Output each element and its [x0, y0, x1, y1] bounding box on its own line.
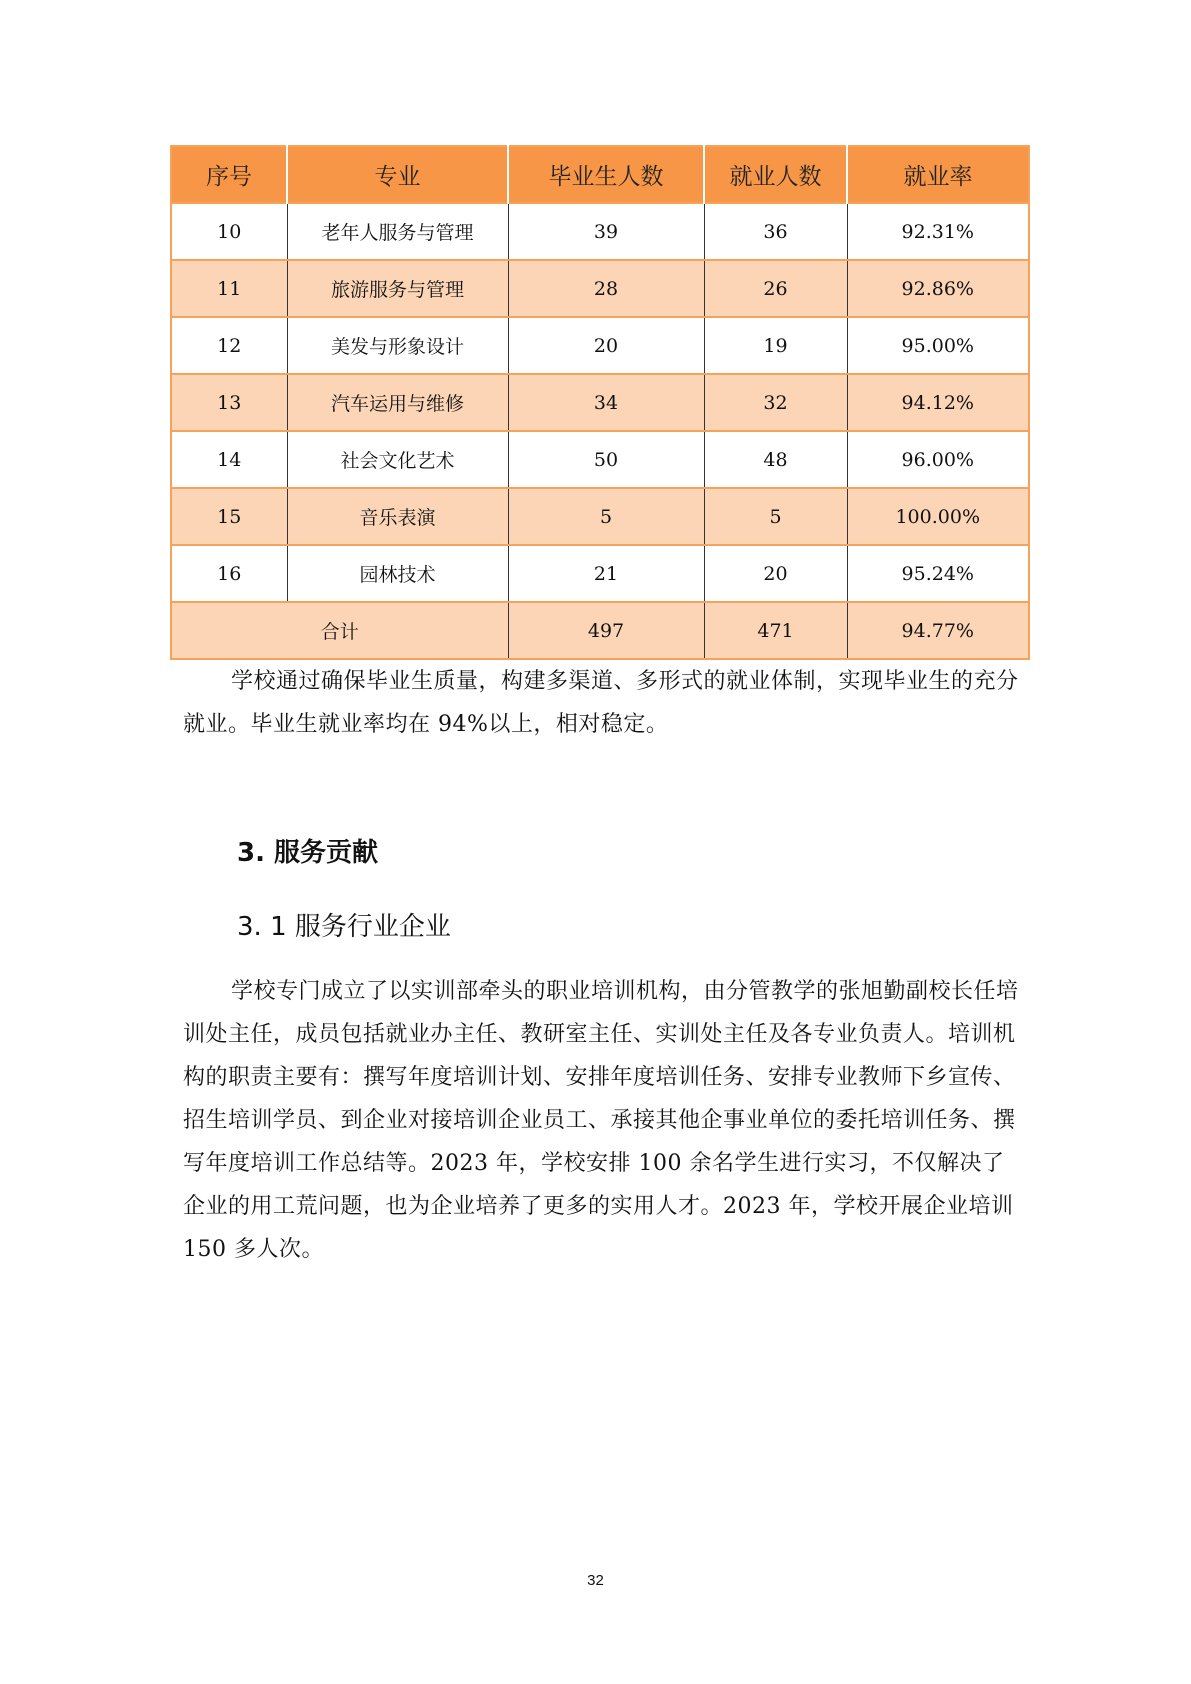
cell-employed: 36: [704, 203, 847, 260]
cell-graduates: 21: [508, 545, 704, 602]
table-row: [171, 545, 1029, 602]
cell-index: 11: [171, 260, 287, 317]
cell-rate: 95.00%: [847, 317, 1029, 374]
cell-graduates: 5: [508, 488, 704, 545]
employment-table: [170, 145, 1030, 660]
section-heading: 3. 服务贡献: [237, 838, 379, 868]
employment-summary-paragraph: 学校通过确保毕业生质量，构建多渠道、多形式的就业体制，实现毕业生的充分就业。毕业生就业率均在 94%以上，相对稳定。: [183, 669, 1019, 737]
page-number: 32: [587, 1572, 604, 1589]
table-row: [171, 431, 1029, 488]
total-graduates: 497: [508, 602, 704, 659]
cell-graduates: 20: [508, 317, 704, 374]
header-index: 序号: [171, 146, 287, 203]
cell-major: 旅游服务与管理: [287, 260, 508, 317]
cell-employed: 48: [704, 431, 847, 488]
cell-rate: 95.24%: [847, 545, 1029, 602]
header-major: 专业: [287, 146, 508, 203]
cell-rate: 100.00%: [847, 488, 1029, 545]
subsection-heading: 3. 1 服务行业企业: [237, 912, 451, 942]
employment-table-container: [170, 145, 1028, 660]
header-employed: 就业人数: [704, 146, 847, 203]
table-row: [171, 260, 1029, 317]
cell-employed: 5: [704, 488, 847, 545]
cell-graduates: 39: [508, 203, 704, 260]
cell-index: 14: [171, 431, 287, 488]
table-row: [171, 203, 1029, 260]
cell-employed: 20: [704, 545, 847, 602]
cell-index: 13: [171, 374, 287, 431]
cell-employed: 26: [704, 260, 847, 317]
total-label: 合计: [171, 602, 508, 659]
table-row: [171, 317, 1029, 374]
total-employed: 471: [704, 602, 847, 659]
cell-employed: 19: [704, 317, 847, 374]
cell-rate: 92.86%: [847, 260, 1029, 317]
cell-major: 老年人服务与管理: [287, 203, 508, 260]
cell-rate: 92.31%: [847, 203, 1029, 260]
cell-major: 音乐表演: [287, 488, 508, 545]
table-total-row: [171, 602, 1029, 659]
cell-major: 美发与形象设计: [287, 317, 508, 374]
total-rate: 94.77%: [847, 602, 1029, 659]
cell-index: 16: [171, 545, 287, 602]
cell-graduates: 50: [508, 431, 704, 488]
table-row: [171, 374, 1029, 431]
cell-major: 园林技术: [287, 545, 508, 602]
cell-index: 15: [171, 488, 287, 545]
cell-rate: 94.12%: [847, 374, 1029, 431]
cell-index: 10: [171, 203, 287, 260]
cell-major: 汽车运用与维修: [287, 374, 508, 431]
cell-employed: 32: [704, 374, 847, 431]
cell-graduates: 28: [508, 260, 704, 317]
table-header-row: [171, 146, 1029, 203]
cell-index: 12: [171, 317, 287, 374]
cell-graduates: 34: [508, 374, 704, 431]
header-graduates: 毕业生人数: [508, 146, 704, 203]
table-row: [171, 488, 1029, 545]
header-rate: 就业率: [847, 146, 1029, 203]
cell-major: 社会文化艺术: [287, 431, 508, 488]
cell-rate: 96.00%: [847, 431, 1029, 488]
training-paragraph: 学校专门成立了以实训部牵头的职业培训机构，由分管教学的张旭勤副校长任培训处主任，成员包括就业办主任、教研室主任、实训处主任及各专业负责人。培训机构的职责主要有：撰写年度培训计划、安排年度培训任务、安排专业教师下乡宣传、招生培训学员、到企业对接培训企业员工、承接其他企事业单位的委托培训任务、撰写年度培训工作总结等。2023 年，学校安排 100 余名学生进行实习，不仅解决了企业的用工荒问题，也为企业培养了更多的实用人才。2023 年，学校开展企业培训 150 多人次。: [183, 979, 1019, 1262]
